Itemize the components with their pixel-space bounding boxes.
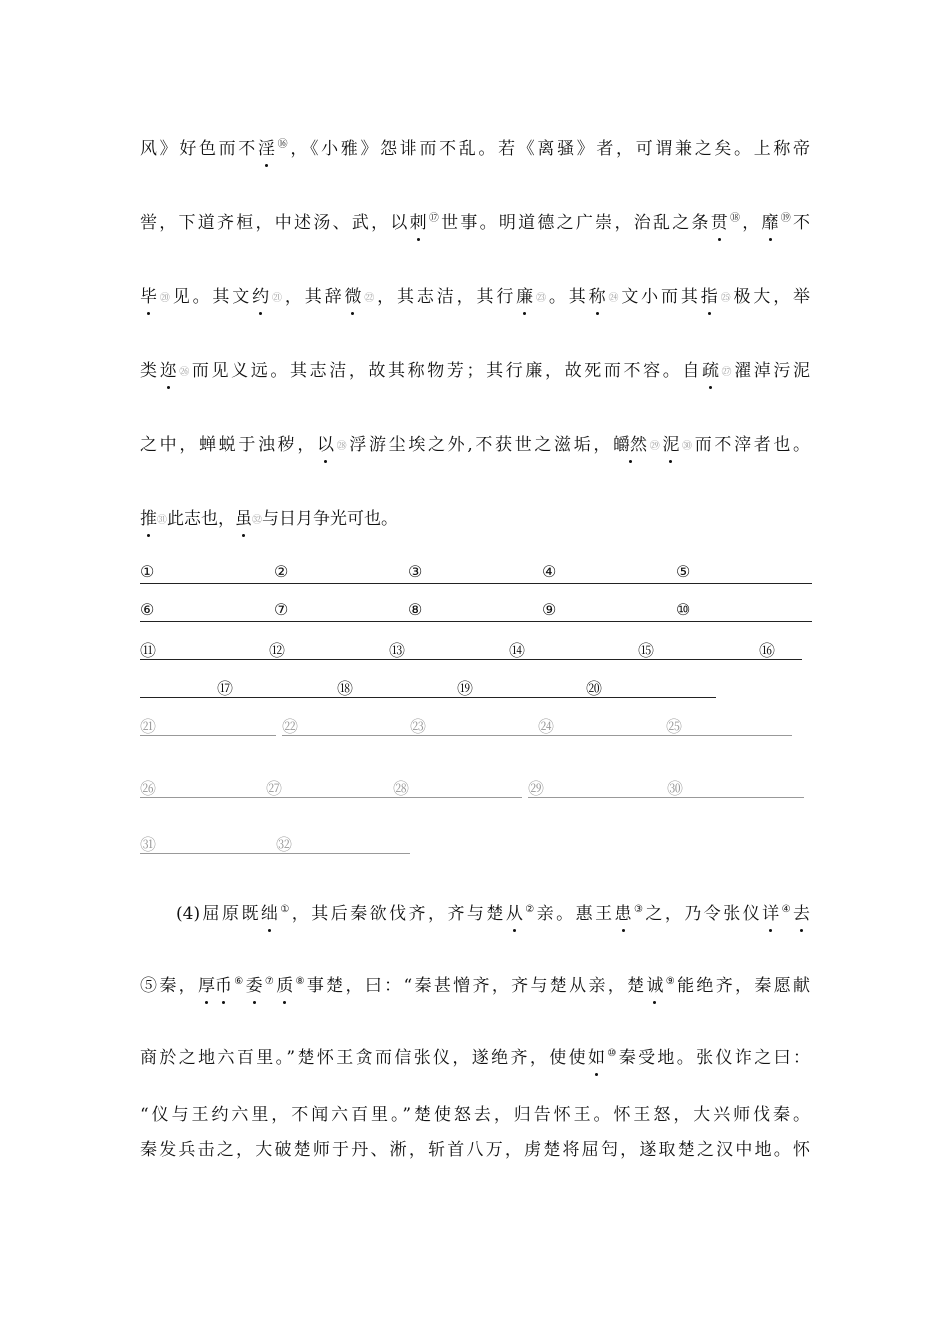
dotted-char: 微	[344, 287, 362, 307]
text-run: ，《小雅》怨诽而不乱。若《离骚》者，可谓兼之矣。上称帝	[290, 139, 811, 159]
answer-blank[interactable]	[140, 659, 802, 660]
text-run: ，其后秦欲伐齐，齐与楚	[291, 904, 506, 924]
blank-number: ㉛	[140, 835, 157, 854]
text-run: 见。其文	[172, 287, 253, 307]
text-run: 而不滓者也。	[694, 435, 811, 455]
note-marker: ⑯	[274, 139, 291, 150]
note-marker: ④	[779, 904, 794, 915]
blank-number: ㉒	[282, 717, 299, 736]
blank-number: ④	[542, 562, 557, 581]
note-marker: ㉖	[176, 367, 192, 378]
blank-number: ①	[140, 562, 155, 581]
answer-row-2	[140, 600, 812, 624]
answer-row-6	[140, 776, 804, 800]
note-marker: ㉓	[533, 293, 549, 304]
text-line-7	[176, 902, 810, 926]
dotted-char: 靡	[761, 213, 779, 233]
text-run: 与日月争光可也。	[262, 509, 398, 529]
note-marker: ③	[631, 904, 646, 915]
answer-row-7	[140, 832, 410, 856]
blank-number: ⑮	[638, 641, 655, 660]
note-marker: ㉒	[361, 293, 378, 304]
text-run: 类	[140, 361, 160, 381]
note-marker: ⑧	[293, 976, 307, 987]
dotted-char: 称	[588, 287, 606, 307]
blank-number: ⑱	[337, 679, 354, 698]
blank-number: ⑤	[676, 562, 691, 581]
text-run: 秦受地。张仪诈之曰：	[618, 1048, 811, 1068]
note-marker: ㉑	[269, 293, 285, 304]
text-run: 。其	[548, 287, 589, 307]
blank-number: ⑦	[274, 600, 289, 619]
note-marker: ㉕	[717, 293, 734, 304]
note-marker: ㉜	[252, 515, 262, 526]
text-run: 不	[793, 213, 811, 233]
blank-number: ㉜	[276, 835, 293, 854]
blank-number: ⑩	[676, 600, 691, 619]
answer-row-5	[140, 714, 792, 738]
note-marker: ②	[522, 904, 537, 915]
note-marker: ㉔	[605, 293, 622, 304]
note-marker: ⑱	[727, 213, 743, 224]
note-marker: ⑰	[426, 213, 442, 224]
note-marker: ⑩	[605, 1048, 619, 1059]
text-line-8	[140, 974, 810, 998]
answer-blank[interactable]	[528, 797, 804, 798]
blank-number: ⑳	[586, 679, 603, 698]
blank-number: ㉕	[666, 717, 683, 736]
blank-number: ⑰	[217, 679, 234, 698]
text-run: 而见义远。其志洁，故其称物芳；其行廉，故死而不容。自	[191, 361, 702, 381]
text-line-10	[140, 1103, 810, 1127]
blank-number: ㉓	[410, 717, 427, 736]
text-line-3	[140, 285, 810, 311]
text-run: 濯淖污泥	[734, 361, 811, 381]
blank-number: ㉔	[538, 717, 555, 736]
note-marker: ⑨	[663, 976, 678, 987]
text-line-5	[140, 433, 810, 459]
dotted-char: 约	[252, 287, 270, 307]
blank-number: ㉚	[667, 779, 684, 798]
answer-row-3	[140, 638, 802, 662]
dotted-char: 诚	[646, 976, 664, 996]
text-run: 此志也，	[167, 509, 235, 529]
text-run: 喾，下道齐桓，中述汤、武，以	[140, 213, 410, 233]
note-marker: ⑥	[231, 976, 246, 987]
dotted-char: 委	[245, 976, 263, 996]
text-line-2	[140, 211, 810, 235]
text-run: (4)屈原既	[176, 904, 261, 924]
note-marker: ㉙	[647, 441, 663, 452]
blank-number: ⑲	[457, 679, 474, 698]
blank-number: ⑬	[389, 641, 406, 660]
dotted-char: 推	[140, 509, 157, 529]
text-line-4	[140, 359, 810, 385]
text-run: 事楚，曰：“秦甚憎齐，齐与楚从亲，楚	[306, 976, 647, 996]
blank-number: ⑯	[759, 641, 776, 660]
note-marker: ⑲	[778, 213, 794, 224]
answer-blank[interactable]	[140, 797, 522, 798]
dotted-char: 指	[700, 287, 718, 307]
text-run: 商於之地六百里。”楚怀王贪而信张仪，遂绝齐，使使	[140, 1048, 588, 1068]
text-run: 文小而其	[621, 287, 701, 307]
dotted-char: 如	[588, 1048, 605, 1068]
answer-row-1	[140, 562, 812, 586]
answer-blank[interactable]	[140, 853, 410, 854]
text-run: 世事。明道德之广崇，治乱之条	[441, 213, 711, 233]
blank-number: ⑨	[542, 600, 557, 619]
dotted-char: 毕	[140, 287, 157, 307]
blank-number: ⑧	[408, 600, 423, 619]
dotted-char: 皭然	[613, 435, 648, 455]
dotted-char: 去	[793, 904, 811, 924]
text-run: ，	[742, 213, 762, 233]
note-marker: ㉛	[157, 515, 167, 526]
dotted-char: 厚	[197, 976, 215, 996]
text-run: 浮游尘埃之外,不获世之滋垢，	[349, 435, 614, 455]
dotted-char: 虽	[235, 509, 252, 529]
dotted-char: 廉	[516, 287, 534, 307]
dotted-char: 刺	[409, 213, 427, 233]
dotted-char: 以	[316, 435, 334, 455]
text-run: 能绝齐，秦愿献	[677, 976, 811, 996]
blank-number: ㉘	[393, 779, 410, 798]
blank-number: ㉙	[528, 779, 545, 798]
answer-blank[interactable]	[282, 735, 792, 736]
blank-number: ②	[274, 562, 289, 581]
answer-blank[interactable]	[140, 735, 276, 736]
text-run: 风》好色而不	[140, 139, 258, 159]
text-line-9	[140, 1046, 810, 1070]
text-run: 亲。惠王	[536, 904, 615, 924]
dotted-char: 迩	[159, 361, 177, 381]
blank-number: ㉖	[140, 779, 157, 798]
text-run: 之中，蝉蜕于浊秽，	[140, 435, 317, 455]
blank-number: ㉗	[266, 779, 283, 798]
dotted-char: 币	[214, 976, 232, 996]
text-run: ，其辞	[284, 287, 345, 307]
text-run: 极大，举	[733, 287, 811, 307]
note-marker: ⑳	[157, 293, 173, 304]
text-line-1	[140, 137, 810, 161]
note-marker: ㉘	[333, 441, 350, 452]
note-marker: ⑦	[262, 976, 277, 987]
dotted-char: 从	[505, 904, 523, 924]
note-marker: ①	[277, 904, 292, 915]
text-line-6	[140, 507, 810, 533]
dotted-char: 泥	[662, 435, 680, 455]
text-run: “仪与王约六里，不闻六百里。”楚使怒去，归告怀王。怀王怒，大兴师伐秦。	[140, 1105, 810, 1125]
dotted-char: 绌	[260, 904, 278, 924]
note-marker: ㉗	[718, 367, 735, 378]
text-run: ⑤秦，	[140, 976, 198, 996]
blank-number: ⑥	[140, 600, 155, 619]
text-run: 秦发兵击之，大破楚师于丹、淅，斩首八万，虏楚将屈匄，遂取楚之汉中地。怀	[140, 1140, 810, 1160]
blank-number: ③	[408, 562, 423, 581]
answer-blank[interactable]	[140, 621, 812, 622]
dotted-char: 质	[276, 976, 294, 996]
note-marker: ㉚	[679, 441, 695, 452]
dotted-char: 详	[762, 904, 780, 924]
blank-number: ⑪	[140, 641, 157, 660]
answer-blank[interactable]	[140, 583, 812, 584]
dotted-char: 患	[614, 904, 632, 924]
text-line-11	[140, 1138, 810, 1162]
blank-number: ⑫	[269, 641, 286, 660]
text-run: 之，乃令张仪	[645, 904, 763, 924]
dotted-char: 疏	[701, 361, 719, 381]
blank-number: ㉑	[140, 717, 157, 736]
dotted-char: 淫	[257, 139, 275, 159]
blank-number: ⑭	[509, 641, 526, 660]
answer-row-4	[140, 676, 716, 700]
text-run: ，其志洁，其行	[377, 287, 517, 307]
dotted-char: 贯	[710, 213, 728, 233]
